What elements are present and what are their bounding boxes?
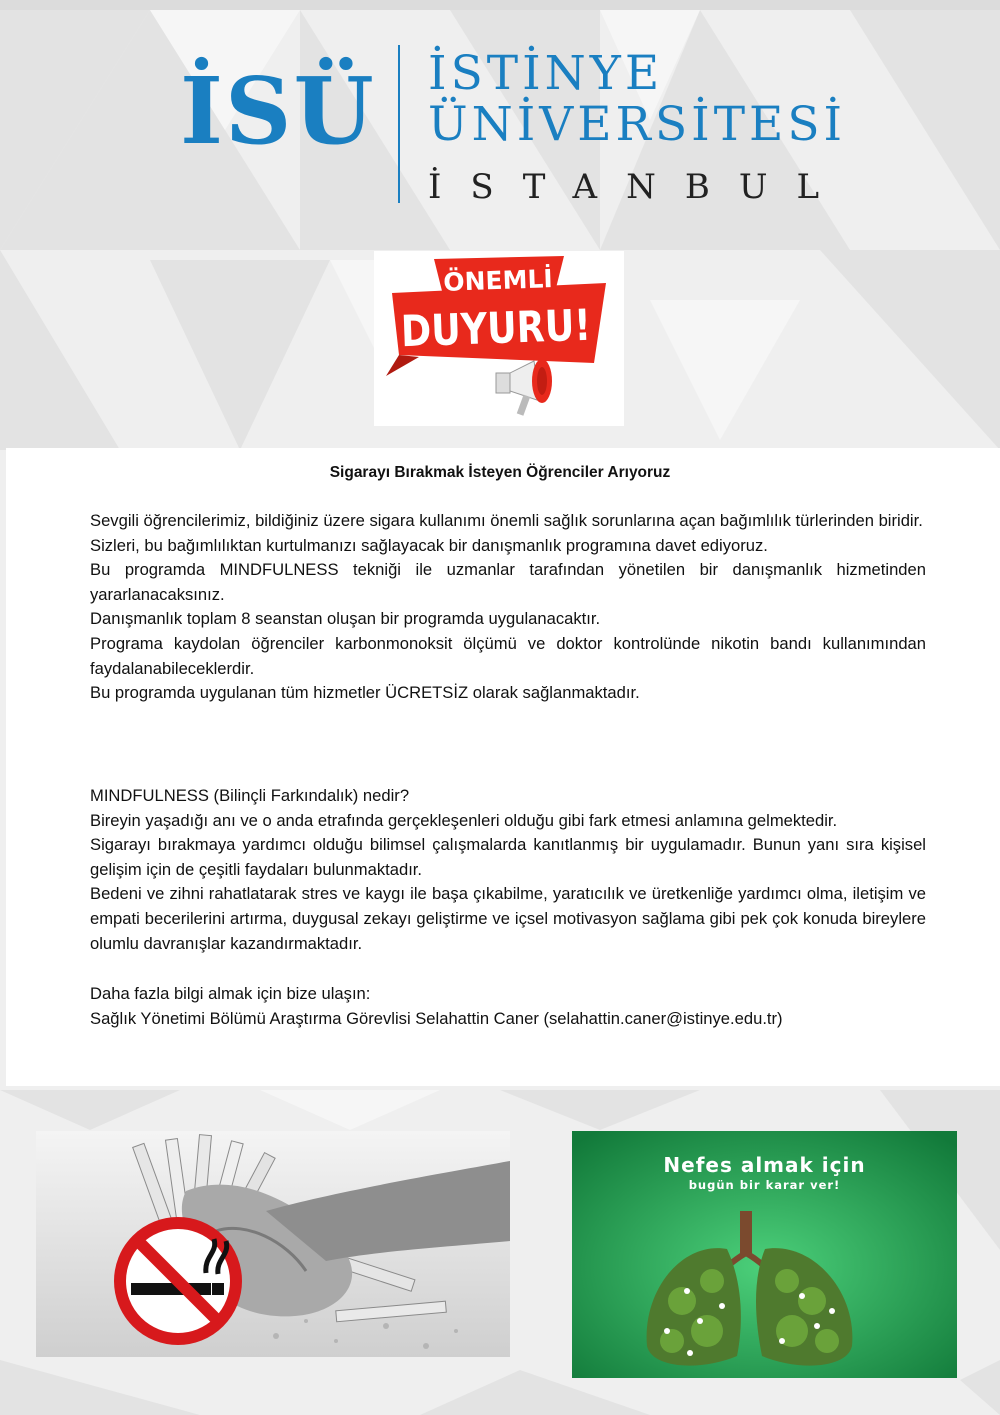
university-city: İSTANBUL (428, 167, 849, 207)
announcement-line2: DUYURU! (400, 299, 624, 358)
top-strip (0, 0, 1000, 10)
logo-divider (398, 45, 400, 203)
announcement-graphic (374, 251, 624, 426)
intro-paragraph: Bu programda MINDFULNESS tekniği ile uzmanlar tarafından yönetilen bir danışmanlık hizmetinden yararlanacaksınız. (90, 560, 926, 604)
photo-green-lungs (572, 1131, 957, 1378)
mindfulness-paragraph: Sigarayı bırakmaya yardımcı olduğu bilimsel çalışmalarda kanıtlanmış bir uygulamadır. Bunun yanı sıra kişisel gelişim için de çeşitli faydaları bulunmaktadır. (90, 835, 926, 879)
mindfulness-paragraph: Bedeni ve zihni rahatlatarak stres ve kaygı ile başa çıkabilme, yaratıcılık ve üretkenliğe yardımcı olma, iletişim ve empati becerilerini artırma, duygusal zekayı geliştirme ve içsel motivasyon sağlama gibi pek çok konuda bireylere olumlu davranışlar kazandırmaktadır. (90, 884, 926, 953)
intro-section (90, 509, 926, 706)
lungs-title: Nefes almak için (663, 1153, 866, 1177)
intro-paragraph: Bu programda uygulanan tüm hizmetler ÜCRETSİZ olarak sağlanmaktadır. (90, 683, 640, 703)
cigarettes-illustration (36, 1131, 510, 1357)
intro-paragraph: Sizleri, bu bağımlılıktan kurtulmanızı sağlayacak bir danışmanlık programına davet ediyoruz. (90, 535, 768, 555)
mindfulness-heading: MINDFULNESS (Bilinçli Farkındalık) nedir? (90, 786, 410, 805)
photo-crushed-cigarettes (36, 1131, 510, 1357)
mindfulness-paragraph: Bireyin yaşadığı anı ve o anda etrafında gerçekleşenleri olduğu gibi fark etmesi anlamına gelmektedir. (90, 810, 838, 830)
no-smoking-icon (120, 1223, 236, 1339)
megaphone-icon (496, 359, 552, 416)
university-name-line1: İSTİNYE (428, 46, 664, 101)
document-title: Sigarayı Bırakmak İsteyen Öğrenciler Arıyoruz (329, 464, 671, 481)
intro-paragraph: Danışmanlık toplam 8 seanstan oluşan bir programda uygulanacaktır. (90, 609, 601, 629)
lungs-subtitle: bugün bir karar ver! (688, 1178, 841, 1192)
intro-paragraph: Sevgili öğrencilerimiz, bildiğiniz üzere sigara kullanımı önemli sağlık sorunlarına açan bağımlılık türlerinden biridir. (90, 511, 923, 530)
mindfulness-section (90, 784, 926, 956)
contact-section (90, 982, 926, 1031)
announcement-line1: ÖNEMLİ (442, 264, 554, 297)
contact-intro: Daha fazla bilgi almak için bize ulaşın: (90, 984, 371, 1003)
intro-paragraph: Programa kaydolan öğrenciler karbonmonoksit ölçümü ve doktor kontrolünde nikotin bandı kullanımından faydalanabileceklerdir. (90, 633, 926, 678)
logo-mark: İSÜ (180, 57, 376, 165)
contact-person: Sağlık Yönetimi Bölümü Araştırma Görevlisi Selahattin Caner (selahattin.caner@istinye.edu.tr) (90, 1008, 783, 1028)
university-name-line2: ÜNİVERSİTESİ (428, 97, 847, 152)
announcement-banner (374, 251, 624, 426)
